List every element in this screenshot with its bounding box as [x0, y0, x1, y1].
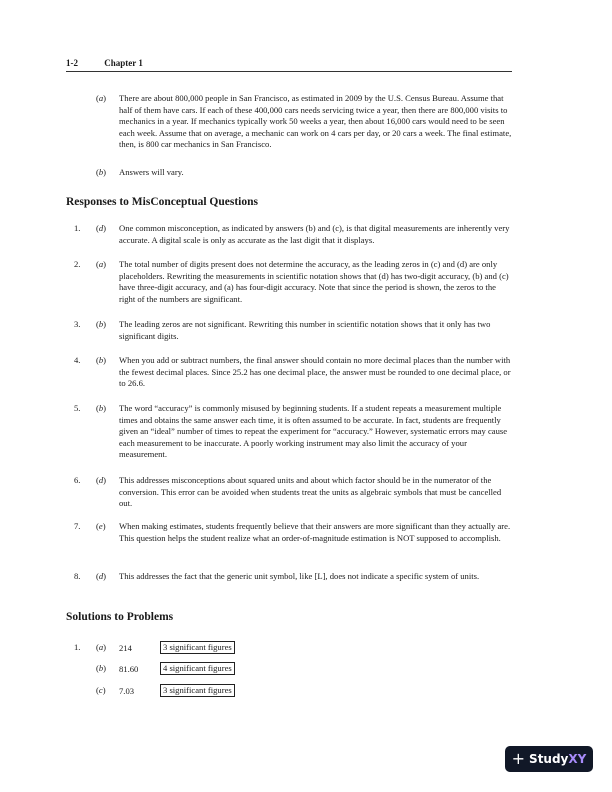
solution-c-value: 7.03 [119, 686, 135, 696]
intro-b-text: Answers will vary. [119, 167, 184, 177]
mc-4-letter: (b) [96, 355, 107, 365]
mc-4-text: When you add or subtract numbers, the final answer should contain no more decimal places than the number with the fewest decimal places. Since 25.2 has one decimal place, the answer must be rounded to one decimal place, or to 26.6. [119, 355, 511, 388]
mc-5-number: 5. [74, 403, 81, 413]
solution-b-value: 81.60 [119, 664, 139, 674]
page-number: 1-2 [66, 58, 78, 68]
mc-1-letter: (d) [96, 223, 107, 233]
logo-text: StudyXY [529, 752, 587, 766]
mc-3-text: The leading zeros are not significant. Rewriting this number in scientific notation shows that it only has two significant digits. [119, 319, 491, 341]
solution-a-value: 214 [119, 643, 132, 653]
intro-a-label: (a) [96, 93, 107, 103]
solution-a-answer-box: 3 significant figures [160, 641, 235, 654]
mc-2-text: The total number of digits present does not determine the accuracy, as the leading zeros in (c) and (d) are only placeholders. Rewriting the measurements in scientific notation shows that (d) has two-digit accuracy, (b) and (c) have three-digit accuracy, and (a) has four-digit accuracy. Note that since the period is shown, the zeros to the right of the numbers are significant. [119, 259, 509, 304]
solution-c-answer-box: 3 significant figures [160, 684, 235, 697]
mc-3-letter: (b) [96, 319, 107, 329]
mc-2-letter: (a) [96, 259, 107, 269]
mc-7-number: 7. [74, 521, 81, 531]
mc-6-letter: (d) [96, 475, 107, 485]
mc-8-number: 8. [74, 571, 81, 581]
mc-8-text: This addresses the fact that the generic unit symbol, like [L], does not indicate a specific system of units. [119, 571, 480, 581]
mc-8-letter: (d) [96, 571, 107, 581]
mc-5-letter: (b) [96, 403, 107, 413]
studyxy-logo[interactable] [505, 746, 593, 772]
mc-7-letter: (e) [96, 521, 106, 531]
intro-a-text: There are about 800,000 people in San Francisco, as estimated in 2009 by the U.S. Census Bureau. Assume that half of them have cars. If each of these 400,000 cars needs servicing twice a year, then there are 800,000 visits to mechanics in a year. If mechanics typically work 50 weeks a year, then about 16,000 cars would need to be seen each week. Assume that on average, a mechanic can work on 4 cars per day, or 20 cars a week. The final estimate, then, is 800 car mechanics in San Francisco. [119, 93, 512, 149]
intro-b-label: (b) [96, 167, 107, 177]
mc-1-text: One common misconception, as indicated by answers (b) and (c), is that digital measurements are inherently very accurate. A digital scale is only as accurate as the last digit that it displays. [119, 223, 510, 245]
mc-7-text: When making estimates, students frequently believe that their answers are more significant than they actually are. This question helps the student realize what an order-of-magnitude estimation is NOT supposed to accomplish. [119, 521, 511, 543]
mc-2-number: 2. [74, 259, 81, 269]
solution-a-letter: (a) [96, 642, 107, 652]
misconceptual-heading: Responses to MisConceptual Questions [66, 196, 259, 208]
solution-b-letter: (b) [96, 663, 107, 673]
solution-b-answer-box: 4 significant figures [160, 662, 235, 675]
mc-1-number: 1. [74, 223, 81, 233]
solutions-heading: Solutions to Problems [66, 611, 174, 623]
mc-5-text: The word “accuracy” is commonly misused by beginning students. If a student repeats a measurement multiple times and obtains the same answer each time, it is often assumed to be accurate. In fact, students are frequently given an “ideal” number of times to repeat the experiment for “accuracy.” However, systematic errors may cause each measurement to be inaccurate. A poorly working instrument may also limit the accuracy of your measurement. [119, 403, 508, 459]
mc-3-number: 3. [74, 319, 81, 329]
solution-1-number: 1. [74, 642, 81, 652]
mc-6-number: 6. [74, 475, 81, 485]
plus-icon: + [511, 749, 526, 768]
solution-c-letter: (c) [96, 685, 106, 695]
mc-6-text: This addresses misconceptions about squared units and about which factor should be in the numerator of the conversion. This error can be avoided when students treat the units as algebraic symbols that must be cancelled out. [119, 475, 502, 508]
chapter-title: Chapter 1 [104, 58, 143, 68]
page-header [66, 58, 512, 72]
mc-4-number: 4. [74, 355, 81, 365]
